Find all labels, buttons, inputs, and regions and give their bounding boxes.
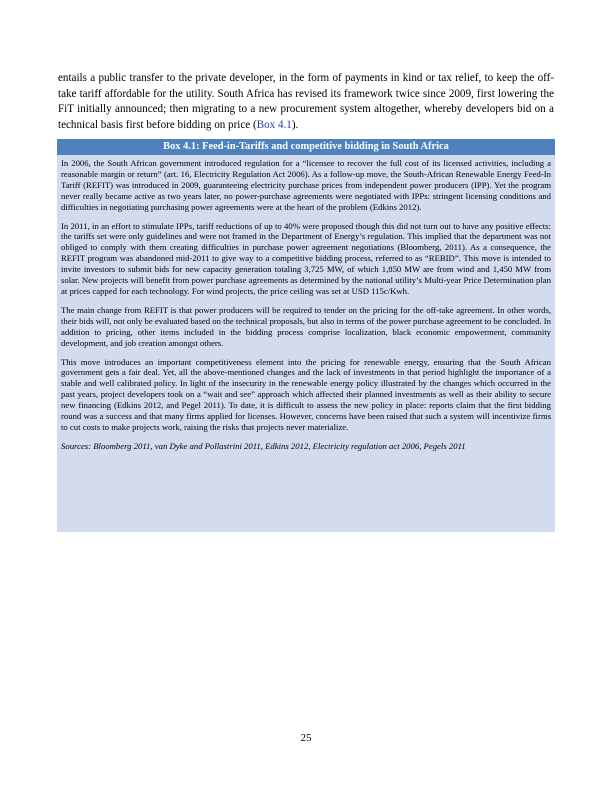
box-title: Box 4.1: Feed-in-Tariffs and competitive bidding in South Africa [57,139,555,155]
box-reference-link[interactable]: Box 4.1 [256,118,292,131]
page-number: 25 [300,732,312,744]
box-body [57,155,555,452]
box-paragraph-3: The main change from REFIT is that power producers will be required to tender on the pricing for the off-take agreement. In other words, their bids will, not only be evaluated based on the technical proposals, but also in terms of the power purchase agreement to be concluded. In addition to pricing, other items included in the bidding process comprise localization, black economic empowerment, community development, and job creation amongst others. [61,304,551,348]
intro-paragraph [58,71,554,133]
box-paragraph-4: This move introduces an important competitiveness element into the pricing for renewable energy, ensuring that the South African government gets a fair deal. Yet, all the above-mentioned changes and the lack of investments in that period highlight the importance of a stable and well calibrated policy. In light of the insecurity in the renewable energy policy illustrated by the changes which occurred in the past years, project developers took on a “wait and see” approach which affected their planned investments as well as their ability to secure new financing (Edkins 2012, and Pegel 2011). To date, it is difficult to assess the new policy in place: reports claim that the first bidding round was a success and that many firms applied for licenses. However, concerns have been raised that such a system will incentivize firms to cut costs to make projects work, raising the risks that projects never materialize. [61,356,551,432]
box-paragraph-1: In 2006, the South African government introduced regulation for a “licensee to recover the full cost of its licensed activities, including a reasonable margin or return” (art. 16, Electricity Regulation Act 2006). As a follow-up move, the South-African Renewable Energy Feed-In Tariff (REFIT) was introduced in 2009, guaranteeing electricity purchase prices from independent power producers (IPP). Yet the program never really became active as two years later, no power-purchase agreements were negotiated with IPPs: stringent licensing conditions and difficulties in negotiating purchasing power agreements were at the heart of the problem (Edkins 2012). [61,158,551,212]
intro-text-after-ref: ). [291,118,299,131]
intro-text-before-ref: entails a public transfer to the private developer, in the form of payments in kind or tax relief, to keep the off-take tariff affordable for the utility. South Africa has revised its framework twice since 2009, first lowering the FiT initially announced; then migrating to a new procurement system altogether, whereby developers bid on a technical basis first before bidding on price ( [58,72,554,131]
text-box [57,139,555,532]
box-paragraph-2: In 2011, in an effort to stimulate IPPs, tariff reductions of up to 40% were proposed though this did not turn out to have any positive effects: the tariffs set were only guidelines and were not framed in the Department of Energy’s regulation. This implied that the department was not obliged to comply with them creating difficulties in purchase power agreement negotiations (Bloomberg, 2011). As a consequence, the REFIT program was abandoned mid-2011 to give way to a competitive bidding process, referred to as “REBID”. This move is intended to invite investors to submit bids for new capacity generation totaling 3,725 MW, of which 1,850 MW are from wind and 1,450 MW from solar. New projects will benefit from power purchase agreements as determined by the national utility’s Multi-year Price Determination plan at prices capped for each technology. For wind projects, the price ceiling was set at USD 115c/Kwh. [61,220,551,296]
box-sources: Sources: Bloomberg 2011, van Dyke and Pollastrini 2011, Edkins 2012, Electricity regulation act 2006, Pegels 2011 [61,440,466,451]
